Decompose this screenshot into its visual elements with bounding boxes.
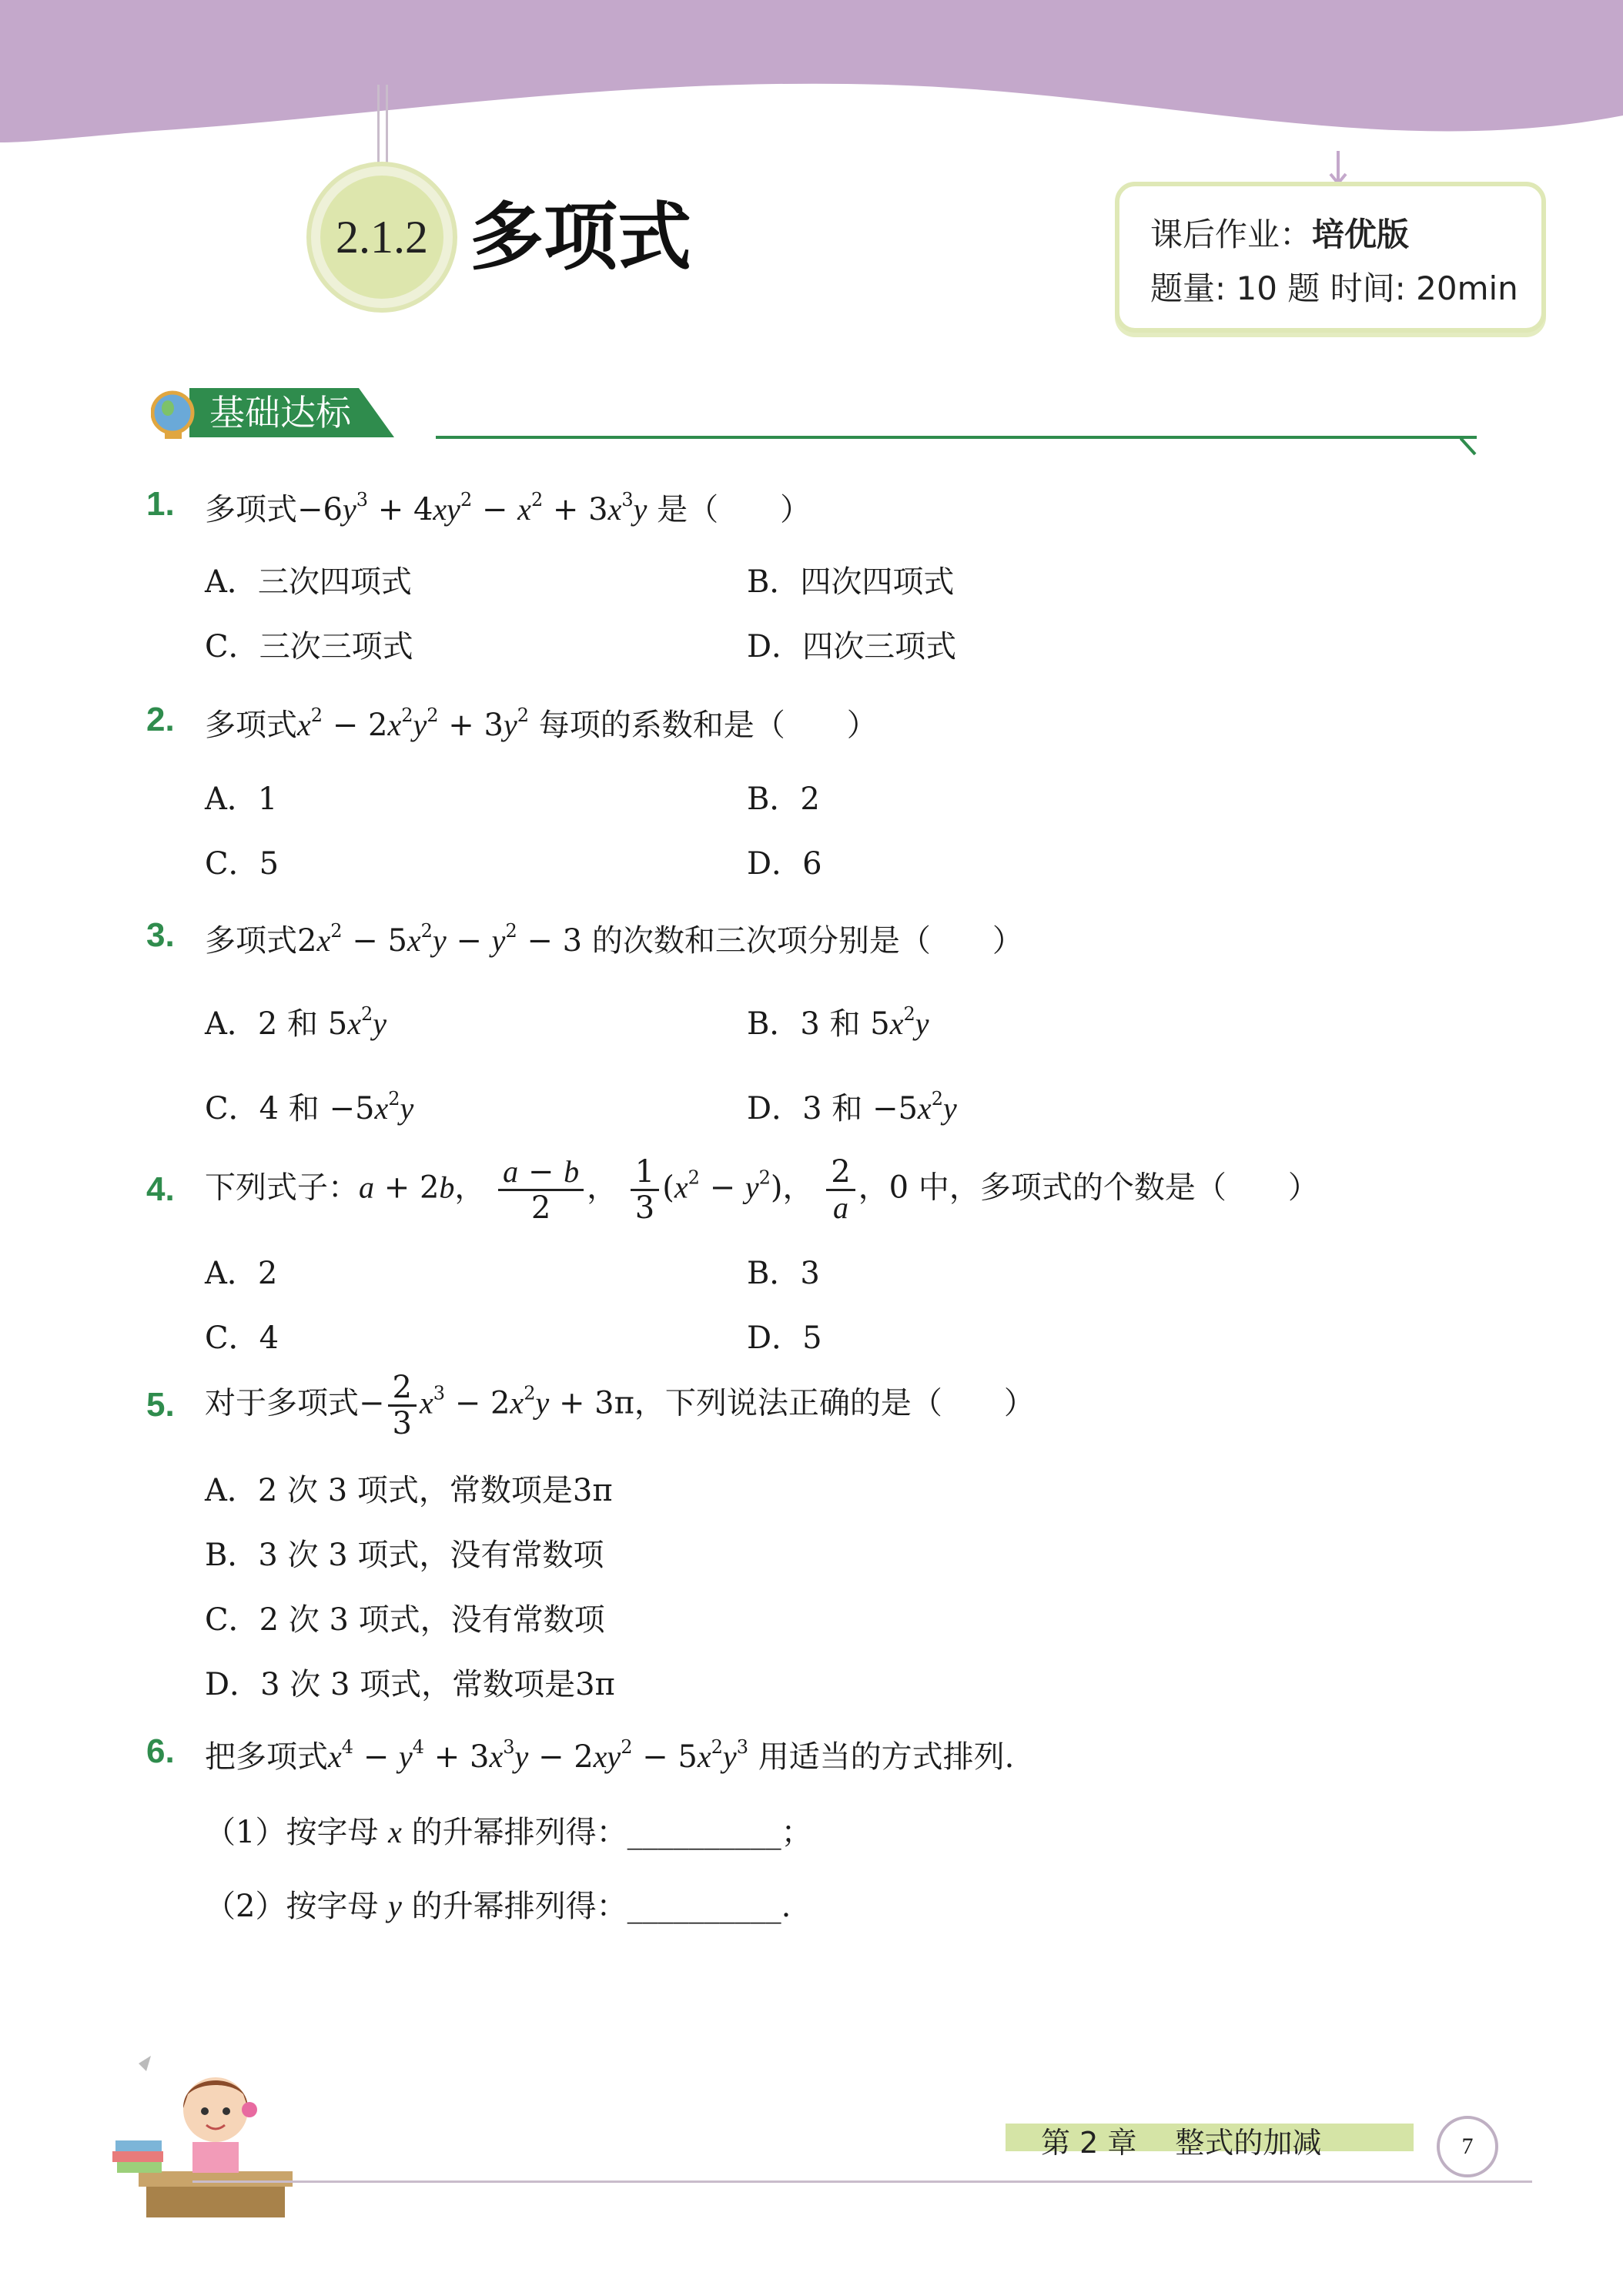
option-d[interactable]: D．3 和 $-5x^2y$ [747, 1088, 957, 1126]
question-3 [0, 909, 1623, 1140]
question-stem: 多项式$-6y^3 + 4xy^2 - x^2 + 3x^3y$ 是（ ） [205, 489, 812, 527]
option-d[interactable]: D．四次三项式 [747, 629, 957, 664]
question-5 [0, 1371, 1623, 1702]
option-b[interactable]: B．3 [747, 1256, 820, 1291]
option-d[interactable]: D．6 [747, 846, 822, 882]
question-6 [0, 1732, 1623, 1933]
question-stem: 下列式子：a + 2b， $\frac{a - b}{2}$ ， $\frac{1}{3}$ $(x^2 - y^2)$， $\frac{2}{a}$ ，0 中，多项式的个数是（ ） [205, 1154, 1319, 1226]
option-c[interactable]: C．5 [205, 846, 279, 882]
question-number: 3. [146, 916, 175, 954]
option-a[interactable]: A．2 [205, 1256, 278, 1291]
option-c[interactable]: C．三次三项式 [205, 629, 413, 664]
option-a[interactable]: A．2 次 3 项式，常数项是3π [205, 1473, 613, 1508]
option-c[interactable]: C．4 [205, 1320, 279, 1356]
option-b[interactable]: B．3 和 $5x^2y$ [747, 1003, 929, 1042]
chapter-label: 第 2 章 整式的加减 [1041, 2126, 1322, 2160]
option-a[interactable]: A．2 和 $5x^2y$ [205, 1003, 387, 1042]
student-reading-icon [108, 2048, 323, 2217]
option-a[interactable]: A．三次四项式 [205, 564, 412, 600]
hw-quantity-time: 题量: 10 题 时间: 20min [1150, 269, 1518, 307]
question-stem: 多项式$2x^2 - 5x^2y - y^2 - 3$ 的次数和三次项分别是（ ） [205, 920, 1023, 959]
globe-icon [151, 385, 152, 386]
option-b[interactable]: B．四次四项式 [747, 564, 955, 600]
question-number: 2. [146, 701, 175, 738]
title-hanger [377, 85, 388, 165]
option-a[interactable]: A．1 [205, 782, 278, 817]
question-stem: 把多项式$x^4 - y^4 + 3x^3y - 2xy^2 - 5x^2y^3$ 用适当的方式排列. [205, 1736, 1015, 1775]
question-stem: 多项式$x^2 - 2x^2y^2 + 3y^2$ 每项的系数和是（ ） [205, 705, 878, 743]
option-b[interactable]: B．2 [747, 782, 820, 817]
option-b[interactable]: B．3 次 3 项式，没有常数项 [205, 1538, 604, 1573]
question-2 [0, 693, 1623, 882]
sub-question-2[interactable]: （2）按字母 y 的升幂排列得：__________. [205, 1889, 791, 1924]
divider-end [1460, 436, 1477, 456]
question-number: 6. [146, 1732, 175, 1770]
section-divider [436, 436, 1477, 439]
footer-divider [192, 2181, 1532, 2183]
section-number-badge [306, 162, 457, 313]
hw-level: 培优版 [1312, 216, 1410, 253]
sub-question-1[interactable]: （1）按字母 x 的升幂排列得：__________； [205, 1815, 812, 1850]
top-banner [0, 0, 1623, 154]
question-number: 1. [146, 485, 175, 523]
hw-label: 课后作业： [1150, 216, 1313, 253]
option-d[interactable]: D．3 次 3 项式，常数项是3π [205, 1667, 615, 1702]
question-1 [0, 477, 1623, 662]
page-title: 多项式 [470, 194, 691, 280]
homework-info-box [1115, 182, 1546, 333]
option-c[interactable]: C．4 和 $-5x^2y$ [205, 1088, 414, 1126]
question-number: 5. [146, 1386, 175, 1424]
option-d[interactable]: D．5 [747, 1320, 822, 1356]
option-c[interactable]: C．2 次 3 项式，没有常数项 [205, 1602, 605, 1638]
question-4 [0, 1155, 1623, 1371]
question-number: 4. [146, 1170, 175, 1208]
page-number: 7 [1437, 2116, 1498, 2177]
question-stem: 对于多项式− $\frac{2}{3}$ $x^3 - 2x^2y + 3\pi$，下列说法正确的是（ ） [205, 1370, 1035, 1441]
section-number: 2.1.2 [320, 176, 443, 299]
section-label: 基础达标 [209, 392, 351, 433]
